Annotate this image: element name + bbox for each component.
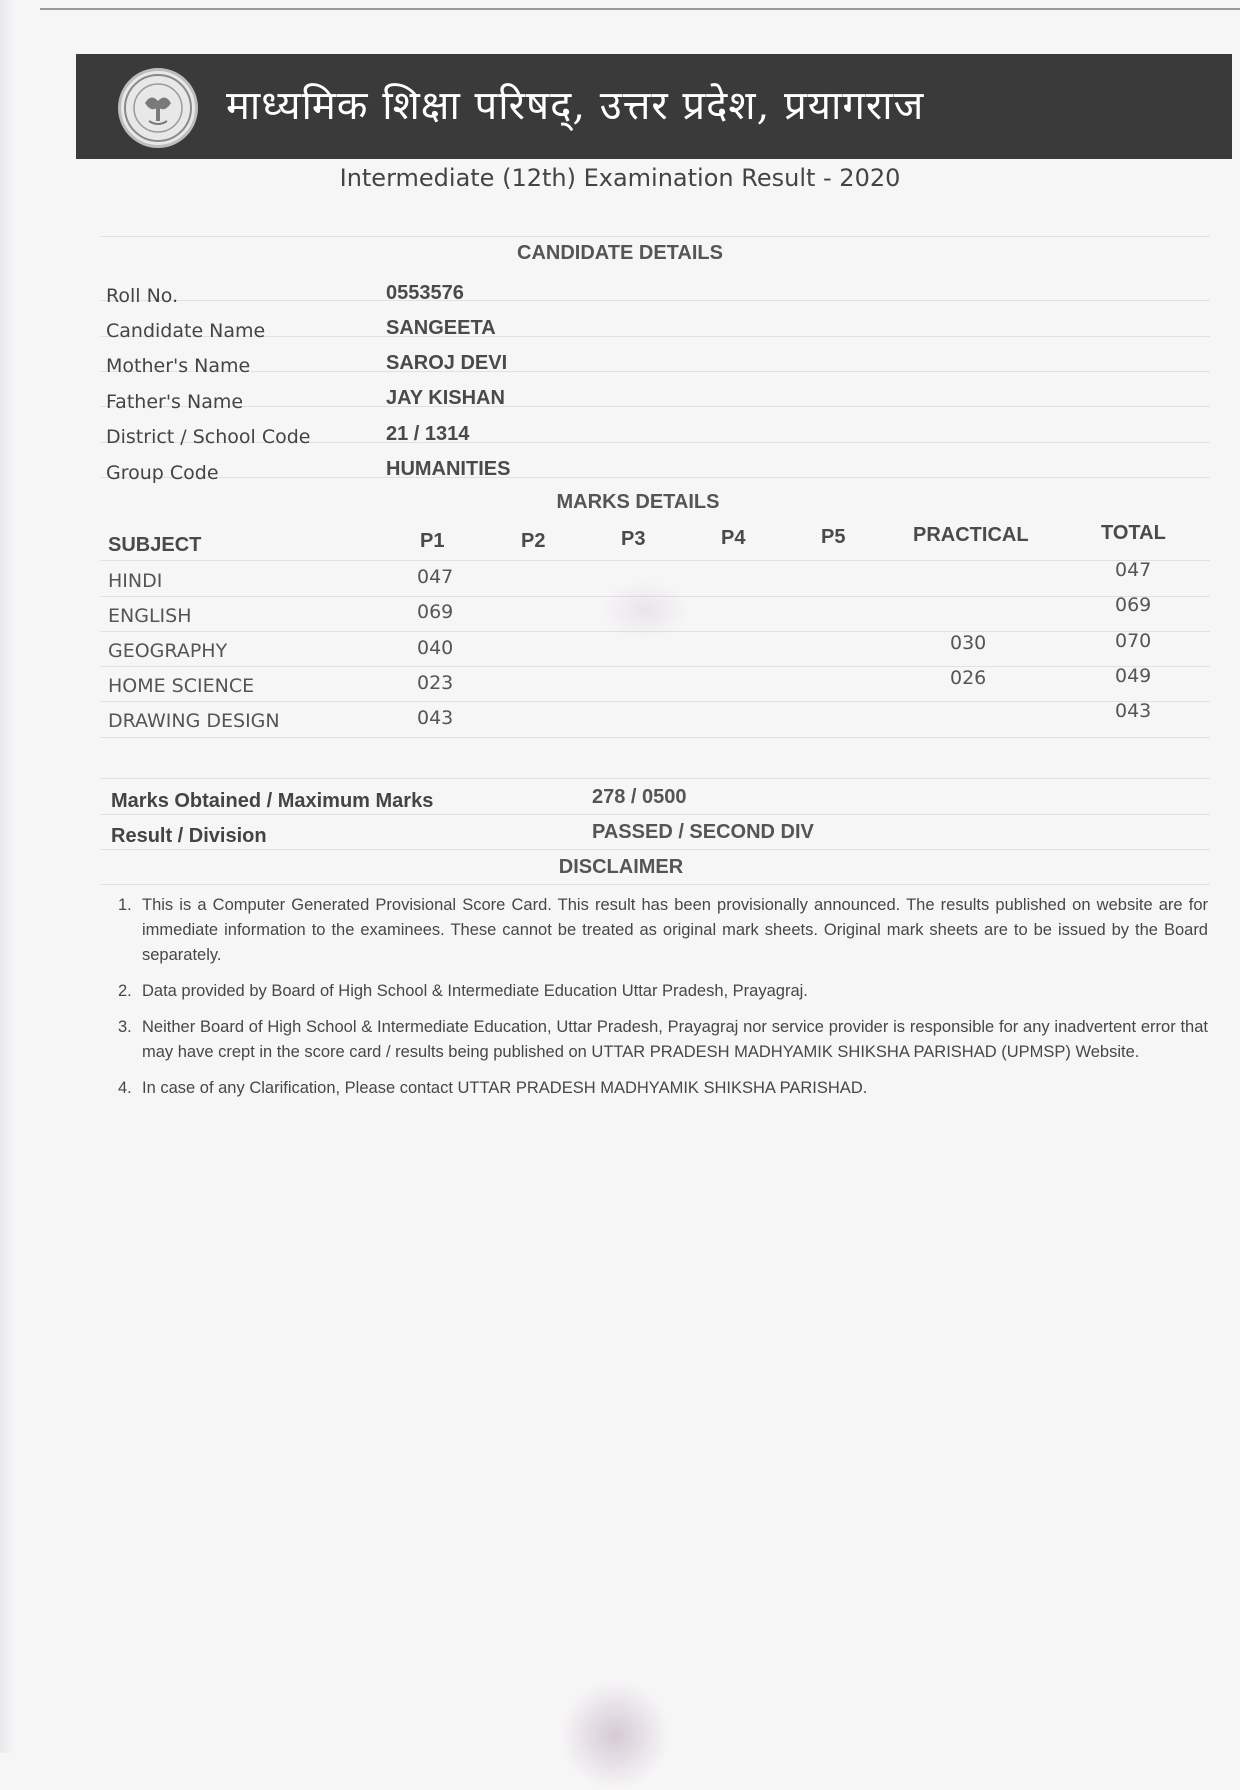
father-name-value: JAY KISHAN [386,387,505,409]
col-subject: SUBJECT [108,534,202,556]
divider [100,596,1210,597]
candidate-name-label: Candidate Name [106,320,266,342]
list-item [118,893,1208,968]
col-p1: P1 [420,530,445,552]
total-cell: 049 [1115,665,1152,687]
disclaimer-list [118,893,1208,1112]
list-item [118,979,1208,1004]
p1-cell: 023 [417,672,454,694]
board-name: माध्यमिक शिक्षा परिषद्, उत्तर प्रदेश, प्रयागराज [226,83,925,129]
divider [100,406,1210,407]
p1-cell: 040 [417,637,454,659]
scan-stain [560,1680,670,1790]
board-header [76,54,1232,159]
p1-cell: 043 [417,707,454,729]
divider [100,560,1210,561]
col-total: TOTAL [1101,522,1166,544]
mother-name-value: SAROJ DEVI [386,352,508,374]
result-division-label: Result / Division [111,825,267,847]
divider [100,300,1210,301]
marks-obtained-label: Marks Obtained / Maximum Marks [111,790,434,812]
total-cell: 070 [1115,630,1152,652]
practical-cell: 030 [950,632,987,654]
divider [100,236,1210,237]
marks-obtained-value: 278 / 0500 [592,786,687,808]
list-item [118,1015,1208,1065]
divider [100,778,1210,779]
item-text: In case of any Clarification, Please contact UTTAR PRADESH MADHYAMIK SHIKSHA PARISHAD. [142,1079,868,1097]
father-name-label: Father's Name [106,391,244,413]
col-practical: PRACTICAL [913,524,1029,546]
col-p3: P3 [621,528,646,550]
district-school-code-label: District / School Code [106,426,311,448]
p1-cell: 047 [417,566,454,588]
top-rule [40,8,1240,10]
col-p4: P4 [721,527,746,549]
list-item [118,1076,1208,1101]
group-code-value: HUMANITIES [386,458,511,480]
total-cell: 047 [1115,559,1152,581]
item-number: 2. [118,982,132,1000]
disclaimer-heading: DISCLAIMER [558,856,684,878]
col-p5: P5 [821,526,846,548]
mother-name-label: Mother's Name [106,355,251,377]
item-text: This is a Computer Generated Provisional Score Card. This result has been provisionally announced. The results published on website are for immediate information to the examinees. These cannot be treated as original mark sheets. Original mark sheets are to be issued by the Board separately. [142,896,1208,964]
group-code-label: Group Code [106,462,219,484]
item-number: 4. [118,1079,132,1097]
exam-title: Intermediate (12th) Examination Result - 2020 [339,164,901,192]
divider [100,631,1210,632]
divider [100,371,1210,372]
subject-cell: HOME SCIENCE [108,675,255,697]
candidate-name-value: SANGEETA [386,317,496,339]
result-division-value: PASSED / SECOND DIV [592,821,814,843]
p1-cell: 069 [417,601,454,623]
item-text: Neither Board of High School & Intermediate Education, Uttar Pradesh, Prayagraj nor service provider is responsible for any inadvertent error that may have crept in the score card / results being published on UTTAR PRADESH MADHYAMIK SHIKSHA PARISHAD (UPMSP) Website. [142,1018,1208,1061]
subject-cell: ENGLISH [108,605,192,627]
district-school-code-value: 21 / 1314 [386,423,470,445]
divider [100,814,1210,815]
practical-cell: 026 [950,667,987,689]
item-number: 3. [118,1018,132,1036]
roll-no-label: Roll No. [106,285,179,307]
up-emblem-icon [118,68,198,148]
divider [100,849,1210,850]
divider [100,737,1210,738]
subject-cell: GEOGRAPHY [108,640,228,662]
divider [100,336,1210,337]
subject-cell: HINDI [108,570,163,592]
divider [100,666,1210,667]
col-p2: P2 [521,530,546,552]
divider [100,477,1210,478]
divider [100,701,1210,702]
divider [100,884,1210,885]
marks-details-heading: MARKS DETAILS [556,491,720,513]
total-cell: 043 [1115,700,1152,722]
roll-no-value: 0553576 [386,282,464,304]
item-number: 1. [118,896,132,914]
candidate-details-heading: CANDIDATE DETAILS [517,242,723,264]
subject-cell: DRAWING DESIGN [108,710,280,732]
total-cell: 069 [1115,594,1152,616]
item-text: Data provided by Board of High School & Intermediate Education Uttar Pradesh, Prayagraj. [142,982,808,1000]
